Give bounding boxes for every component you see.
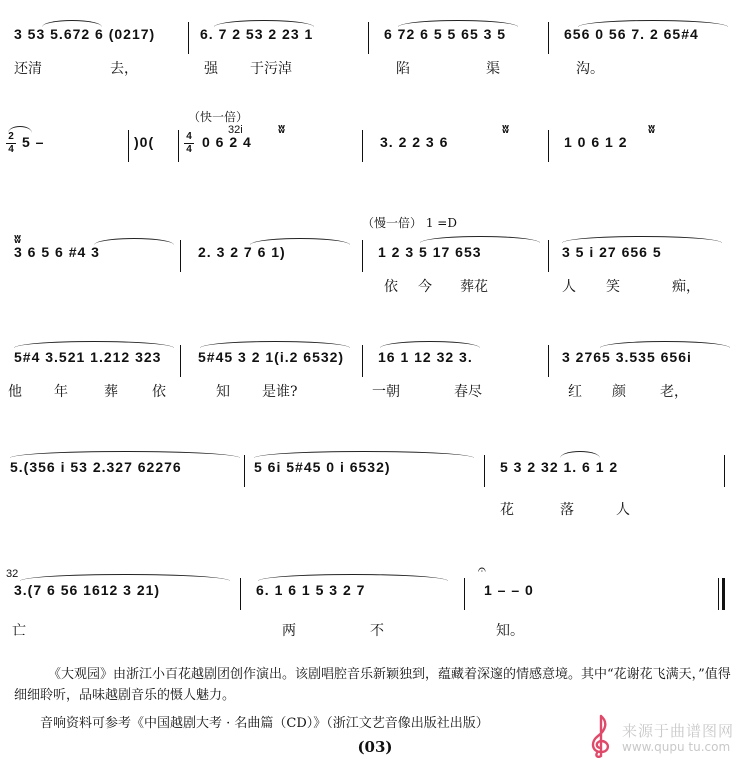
slur: [562, 236, 722, 243]
measure: 3. 2 2 3 6: [380, 134, 449, 150]
slur: [20, 574, 230, 581]
barline: [240, 578, 241, 610]
lyrics-row: [0, 620, 750, 644]
barline: [180, 240, 181, 272]
slur: [214, 20, 314, 27]
lyric: 他: [8, 384, 22, 400]
notes-row: [0, 22, 750, 52]
lyric: 亡: [12, 623, 26, 639]
slur: [600, 341, 730, 348]
barline: [464, 578, 465, 610]
description-text: 《大观园》由浙江小百花越剧团创作演出。该剧唱腔音乐新颖独到，蕴藏着深邃的情感意境。其中“花谢花飞满天，”值得细细聆听，品味越剧音乐的慑人魅力。: [14, 667, 731, 703]
lyrics-row: [0, 381, 750, 405]
fermata-mark: 𝄐: [478, 562, 486, 578]
slur: [8, 126, 32, 133]
measure: 3 53 5.672 6 (0217): [14, 26, 156, 42]
lyric: 去，: [110, 61, 138, 77]
notes-row: [0, 345, 750, 375]
lyric: 葬花: [460, 279, 488, 295]
measure: 5.(356 i 53 2.327 62276: [10, 459, 182, 475]
lyric: 落: [560, 502, 574, 518]
lyric: 红: [568, 384, 582, 400]
slur: [380, 341, 480, 348]
lyric: 痴，: [672, 279, 700, 295]
barline: [724, 455, 725, 487]
barline: [362, 130, 363, 162]
lyric: 依: [152, 384, 166, 400]
measure: 16 1 12 32 3.: [378, 349, 473, 365]
measure: 1 – – 0: [484, 582, 534, 598]
barline: [718, 578, 719, 610]
barline: [362, 345, 363, 377]
lyrics-row: [0, 499, 750, 523]
lyric: 年: [54, 384, 68, 400]
lyric: 渠: [486, 61, 500, 77]
barline: [362, 240, 363, 272]
lyric: 沟。: [576, 61, 604, 77]
measure: 5 3 2 32 1. 6 1 2: [500, 459, 619, 475]
lyrics-row: [0, 276, 750, 300]
measure: 656 0 56 7. 2 65#4: [564, 26, 699, 42]
lyric: 人: [562, 279, 576, 295]
barline: [548, 22, 549, 54]
barline: [548, 345, 549, 377]
lyric: 强: [204, 61, 218, 77]
final-barline: [722, 578, 725, 610]
tempo-annotation: （慢一倍） 1 =D: [362, 216, 457, 230]
barline: [180, 345, 181, 377]
time-signature: 4 4: [184, 132, 194, 155]
lyric: 一朝: [372, 384, 400, 400]
ornament-mark: ʬ: [278, 122, 286, 136]
lyric: 知。: [496, 623, 524, 639]
slur: [14, 341, 174, 348]
slur: [420, 236, 540, 243]
measure: 6 72 6 5 5 65 3 5: [384, 26, 507, 42]
measure: 1 2 3 5 17 653: [378, 244, 482, 260]
measure: 1 0 6 1 2: [564, 134, 628, 150]
barline: [188, 22, 189, 54]
lyric: 颜: [612, 384, 626, 400]
measure: 3 5 i 27 656 5: [562, 244, 662, 260]
barline: [548, 130, 549, 162]
barline: [128, 130, 129, 162]
time-signature: 2 4: [6, 132, 16, 155]
measure: 6. 1 6 1 5 3 2 7: [256, 582, 366, 598]
slur: [258, 574, 448, 581]
lyric: 花: [500, 502, 514, 518]
slur: [560, 451, 600, 458]
measure: 3 2765 3.535 656i: [562, 349, 692, 365]
notes-row: [0, 232, 750, 270]
measure: 3 6 5 6 #4 3: [14, 244, 100, 260]
watermark-url: www.qupu tu.com: [622, 740, 731, 754]
lyric: 两: [282, 623, 296, 639]
measure: 6. 7 2 53 2 23 1: [200, 26, 314, 42]
lyric: 葬: [104, 384, 118, 400]
slur: [398, 20, 518, 27]
audio-source-note: 音响资料可参考《中国越剧大考 · 名曲篇（CD）》（浙江文艺音像出版社出版）: [40, 716, 489, 731]
measure: 5 –: [22, 134, 45, 150]
measure: )0(: [134, 134, 155, 150]
lyric: 老，: [660, 384, 688, 400]
ornament-mark: ʬ: [648, 122, 656, 136]
lyric: 依: [384, 279, 398, 295]
lyric: 是谁?: [262, 384, 298, 400]
watermark-title: 来源于曲谱图网: [622, 722, 735, 740]
lyric: 还清: [14, 61, 42, 77]
slur: [254, 451, 474, 458]
tempo-annotation: （快一倍）: [188, 110, 249, 124]
barline: [484, 455, 485, 487]
lyric: 于污淖: [250, 61, 292, 77]
measure: 0 6 2 4: [202, 134, 252, 150]
grace-note: 32: [6, 568, 19, 580]
lyric: 笑: [606, 279, 620, 295]
measure: 2. 3 2 7 6 1): [198, 244, 286, 260]
measure: 5#45 3 2 1(i.2 6532): [198, 349, 345, 365]
slur: [42, 20, 102, 27]
notes-row: [0, 455, 750, 485]
page-number: (03): [357, 738, 393, 756]
measure: 5#4 3.521 1.212 323: [14, 349, 162, 365]
notes-row: [0, 122, 750, 160]
slur: [578, 20, 728, 27]
lyric: 春尽: [454, 384, 482, 400]
slur: [250, 238, 350, 245]
barline: [244, 455, 245, 487]
slur: [200, 341, 350, 348]
ornament-mark: ʬ: [502, 122, 510, 136]
lyric: 不: [370, 623, 384, 639]
measure: 3.(7 6 56 1612 3 21): [14, 582, 161, 598]
treble-clef-icon: [586, 714, 616, 758]
notes-row: [0, 562, 750, 608]
lyric: 人: [616, 502, 630, 518]
barline: [368, 22, 369, 54]
grace-note: 32i: [228, 124, 243, 136]
barline: [548, 240, 549, 272]
lyric: 今: [418, 279, 432, 295]
slur: [10, 451, 240, 458]
lyric: 知: [216, 384, 230, 400]
ornament-mark: ʬ: [14, 232, 22, 246]
measure: 5 6i 5#45 0 i 6532): [254, 459, 391, 475]
lyric: 陷: [396, 61, 410, 77]
lyrics-row: [0, 58, 750, 82]
watermark: [586, 714, 746, 758]
barline: [178, 130, 179, 162]
slur: [94, 238, 174, 245]
